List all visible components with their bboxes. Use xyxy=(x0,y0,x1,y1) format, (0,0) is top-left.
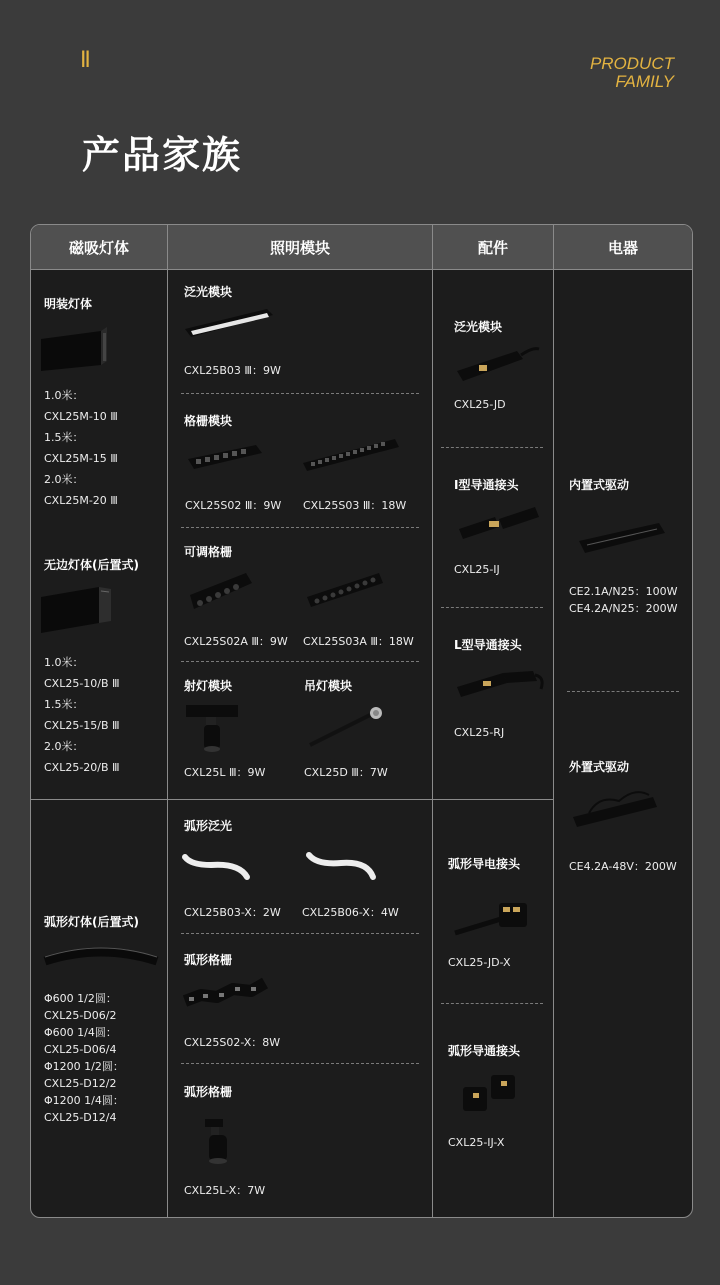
spec-model: CXL25-15/B Ⅲ xyxy=(44,719,120,732)
grille-module-large-image xyxy=(301,435,401,475)
spec-label: 1.0米： xyxy=(44,389,84,402)
spec-model: CXL25-D12/2 xyxy=(44,1077,117,1090)
arc-conduction-connector-model: CXL25-IJ-X xyxy=(448,1136,505,1149)
spot-module-model: CXL25L Ⅲ：9W xyxy=(184,766,266,779)
frameless-body-specs xyxy=(44,652,120,778)
arc-spot-title: 弧形格栅 xyxy=(184,1085,233,1099)
section-divider xyxy=(441,607,543,608)
section-divider xyxy=(441,1003,543,1004)
spec-label: 1.0米： xyxy=(44,656,84,669)
column-divider xyxy=(553,225,554,1217)
spec-label: Φ600 1/2圆： xyxy=(44,992,117,1005)
spec-model: CXL25M-20 Ⅲ xyxy=(44,494,118,507)
pendant-module-title: 吊灯模块 xyxy=(304,679,353,693)
l-connector-model: CXL25-RJ xyxy=(454,726,505,739)
column-header-magnetic-body: 磁吸灯体 xyxy=(31,225,167,269)
arc-flood-model-2: CXL25B06-X：4W xyxy=(302,906,399,919)
spec-label: 2.0米： xyxy=(44,473,84,486)
arc-spot-image xyxy=(201,1117,241,1171)
flood-module-model: CXL25B03 Ⅲ：9W xyxy=(184,364,281,377)
spot-module-image xyxy=(184,703,244,755)
column-header-electrical: 电器 xyxy=(554,225,692,269)
section-divider xyxy=(181,1063,419,1064)
grille-module-model-1: CXL25S02 Ⅲ：9W xyxy=(185,499,282,512)
spec-model: CXL25-10/B Ⅲ xyxy=(44,677,120,690)
spec-model: CXL25-D12/4 xyxy=(44,1111,117,1124)
section-divider xyxy=(567,691,679,692)
accessory-flood-model: CXL25-JD xyxy=(454,398,506,411)
grille-module-small-image xyxy=(186,439,266,479)
grille-module-title: 格栅模块 xyxy=(184,414,233,428)
arc-flood-model-1: CXL25B03-X：2W xyxy=(184,906,281,919)
arc-conduction-connector-image xyxy=(451,1071,535,1121)
page-title: 产品家族 xyxy=(82,133,243,177)
spec-label: 1.5米： xyxy=(44,698,84,711)
arc-grille-image xyxy=(181,977,271,1019)
frameless-body-title: 无边灯体(后置式) xyxy=(44,558,139,572)
external-driver-image xyxy=(569,785,665,835)
adjustable-grille-model-2: CXL25S03A Ⅲ：18W xyxy=(303,635,414,648)
section-number: Ⅱ xyxy=(80,48,93,73)
section-divider xyxy=(441,447,543,448)
adjustable-grille-large-image xyxy=(303,569,387,615)
spec-model: CXL25M-10 Ⅲ xyxy=(44,410,118,423)
arc-grille-title: 弧形格栅 xyxy=(184,953,233,967)
header-divider xyxy=(31,269,692,270)
spec-model: CXL25-D06/2 xyxy=(44,1009,117,1022)
built-in-driver-title: 内置式驱动 xyxy=(569,478,630,492)
frameless-track-image xyxy=(41,583,141,633)
column-divider xyxy=(167,225,168,1217)
i-connector-model: CXL25-IJ xyxy=(454,563,500,576)
arc-grille-model: CXL25S02-X：8W xyxy=(184,1036,281,1049)
driver-spec: CE2.1A/N25：100W xyxy=(569,585,678,598)
spec-label: 2.0米： xyxy=(44,740,84,753)
external-driver-title: 外置式驱动 xyxy=(569,760,630,774)
accessory-flood-image xyxy=(453,343,545,389)
spot-module-title: 射灯模块 xyxy=(184,679,233,693)
adjustable-grille-title: 可调格栅 xyxy=(184,545,233,559)
arc-flood-title: 弧形泛光 xyxy=(184,819,233,833)
row-divider xyxy=(31,799,553,800)
arc-power-connector-model: CXL25-JD-X xyxy=(448,956,511,969)
spec-label: 1.5米： xyxy=(44,431,84,444)
external-driver-model: CE4.2A-48V：200W xyxy=(569,860,677,873)
surface-track-image xyxy=(41,325,141,371)
spec-label: Φ1200 1/2圆： xyxy=(44,1060,124,1073)
spec-model: CXL25-20/B Ⅲ xyxy=(44,761,120,774)
spec-model: CXL25M-15 Ⅲ xyxy=(44,452,118,465)
section-divider xyxy=(181,661,419,662)
spec-model: CXL25-D06/4 xyxy=(44,1043,117,1056)
arc-body-title: 弧形灯体(后置式) xyxy=(44,915,139,929)
driver-spec: CE4.2A/N25：200W xyxy=(569,602,678,615)
section-divider xyxy=(181,527,419,528)
accessory-flood-title: 泛光模块 xyxy=(454,320,503,334)
arc-track-image xyxy=(43,943,159,973)
column-divider xyxy=(432,225,433,1217)
pendant-module-image xyxy=(306,705,386,751)
column-header-accessories: 配件 xyxy=(433,225,553,269)
section-divider xyxy=(181,933,419,934)
spec-label: Φ1200 1/4圆： xyxy=(44,1094,124,1107)
column-header-lighting-module: 照明模块 xyxy=(168,225,432,269)
spec-label: Φ600 1/4圆： xyxy=(44,1026,117,1039)
surface-body-specs xyxy=(44,385,118,511)
i-connector-image xyxy=(455,503,547,547)
arc-spot-model: CXL25L-X：7W xyxy=(184,1184,266,1197)
surface-body-title: 明装灯体 xyxy=(44,297,93,311)
built-in-driver-image xyxy=(575,519,671,559)
arc-power-connector-title: 弧形导电接头 xyxy=(448,857,521,871)
flood-module-image xyxy=(183,305,275,345)
flood-module-title: 泛光模块 xyxy=(184,285,233,299)
l-connector-image xyxy=(453,665,547,705)
english-title-line1: PRODUCT xyxy=(589,54,674,73)
i-connector-title: I型导通接头 xyxy=(454,478,519,492)
arc-power-connector-image xyxy=(451,889,545,939)
product-table xyxy=(30,224,693,1218)
grille-module-model-2: CXL25S03 Ⅲ：18W xyxy=(303,499,407,512)
english-title xyxy=(590,55,674,91)
adjustable-grille-model-1: CXL25S02A Ⅲ：9W xyxy=(184,635,288,648)
adjustable-grille-small-image xyxy=(184,569,254,619)
pendant-module-model: CXL25D Ⅲ：7W xyxy=(304,766,388,779)
english-title-line2: FAMILY xyxy=(615,72,674,91)
arc-flood-large-image xyxy=(305,847,385,887)
built-in-driver-specs xyxy=(569,583,677,617)
l-connector-title: L型导通接头 xyxy=(454,638,522,652)
arc-flood-small-image xyxy=(181,847,261,887)
arc-body-specs xyxy=(44,990,124,1126)
arc-conduction-connector-title: 弧形导通接头 xyxy=(448,1044,521,1058)
section-divider xyxy=(181,393,419,394)
